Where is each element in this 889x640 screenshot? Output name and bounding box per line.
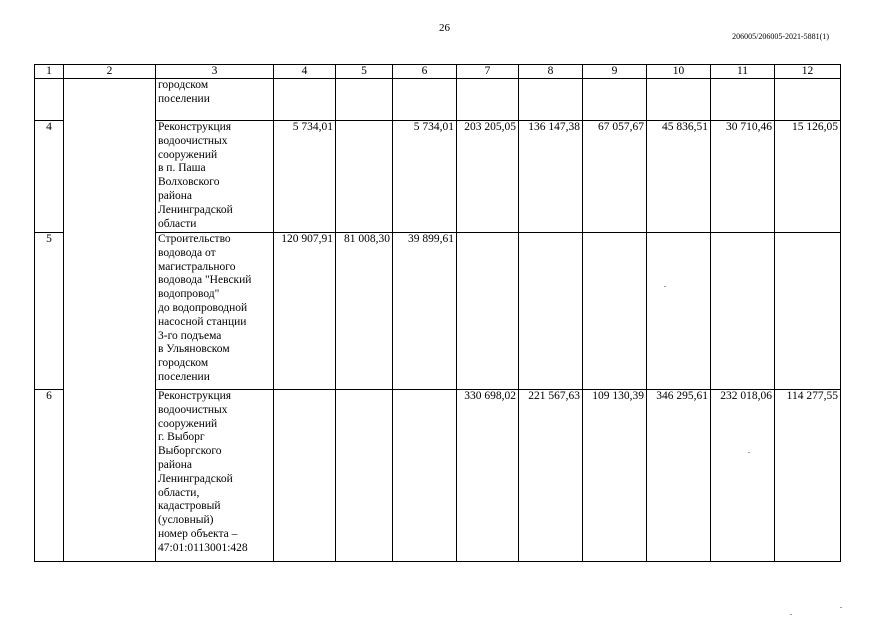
scan-speck bbox=[840, 607, 842, 608]
column-number-3: 3 bbox=[156, 65, 274, 79]
scan-speck bbox=[664, 286, 666, 287]
object-name-cell: Строительство водовода от магистрального водовода "Невский водопровод" до водопроводной насосной станции 3-го подъема в Ульяновском городском поселении bbox=[156, 233, 274, 390]
index-cell bbox=[35, 79, 64, 121]
value-cell-11: 232 018,06 bbox=[711, 390, 775, 562]
value-cell-5: 81 008,30 bbox=[336, 233, 393, 390]
value-cell-10: 45 836,51 bbox=[647, 121, 711, 233]
value-cell-9: 67 057,67 bbox=[583, 121, 647, 233]
value-cell-12: 114 277,55 bbox=[775, 390, 841, 562]
value-cell-10 bbox=[647, 233, 711, 390]
value-cell-7 bbox=[457, 233, 519, 390]
value-cell-7: 330 698,02 bbox=[457, 390, 519, 562]
scan-speck bbox=[790, 614, 792, 615]
column-number-4: 4 bbox=[274, 65, 336, 79]
column-number-7: 7 bbox=[457, 65, 519, 79]
scan-speck bbox=[748, 452, 750, 453]
value-cell-7: 203 205,05 bbox=[457, 121, 519, 233]
column-number-6: 6 bbox=[393, 65, 457, 79]
value-cell-6 bbox=[393, 390, 457, 562]
table-row bbox=[35, 390, 841, 562]
column-number-10: 10 bbox=[647, 65, 711, 79]
page-number: 26 bbox=[439, 22, 450, 34]
value-cell-4 bbox=[274, 390, 336, 562]
budget-table bbox=[34, 64, 841, 562]
column-number-5: 5 bbox=[336, 65, 393, 79]
object-name-cell: Реконструкция водоочистных сооружений в п. Паша Волховского района Ленинградской области bbox=[156, 121, 274, 233]
value-cell-11: 30 710,46 bbox=[711, 121, 775, 233]
value-cell-12: 15 126,05 bbox=[775, 121, 841, 233]
column-number-11: 11 bbox=[711, 65, 775, 79]
value-cell-6: 39 899,61 bbox=[393, 233, 457, 390]
table-row-continued bbox=[35, 79, 841, 121]
value-cell-8: 221 567,63 bbox=[519, 390, 583, 562]
value-cell-8: 136 147,38 bbox=[519, 121, 583, 233]
table-row bbox=[35, 233, 841, 390]
column-number-8: 8 bbox=[519, 65, 583, 79]
value-cell-6: 5 734,01 bbox=[393, 121, 457, 233]
column-number-9: 9 bbox=[583, 65, 647, 79]
object-name-cell: Реконструкция водоочистных сооружений г. Выборг Выборгского района Ленинградской области, кадастровый (условный) номер объекта – 47:01:0113001:428 bbox=[156, 390, 274, 562]
value-cell-5 bbox=[336, 390, 393, 562]
value-cell-5 bbox=[336, 121, 393, 233]
value-cell-4: 120 907,91 bbox=[274, 233, 336, 390]
value-cell-8 bbox=[519, 233, 583, 390]
value-cell-11 bbox=[711, 233, 775, 390]
row-index: 6 bbox=[35, 390, 64, 562]
value-cell-9 bbox=[583, 233, 647, 390]
column-number-row bbox=[35, 65, 841, 79]
column-number-2: 2 bbox=[64, 65, 156, 79]
value-cell-10: 346 295,61 bbox=[647, 390, 711, 562]
column-number-12: 12 bbox=[775, 65, 841, 79]
value-cell-4: 5 734,01 bbox=[274, 121, 336, 233]
column-2-cell bbox=[64, 79, 156, 562]
value-cell-12 bbox=[775, 233, 841, 390]
object-name-cell: городском поселении bbox=[156, 79, 274, 121]
document-id: 206005/206005-2021-5881(1) bbox=[732, 32, 829, 41]
value-cell-9: 109 130,39 bbox=[583, 390, 647, 562]
row-index: 5 bbox=[35, 233, 64, 390]
column-number-1: 1 bbox=[35, 65, 64, 79]
table-row bbox=[35, 121, 841, 233]
row-index: 4 bbox=[35, 121, 64, 233]
